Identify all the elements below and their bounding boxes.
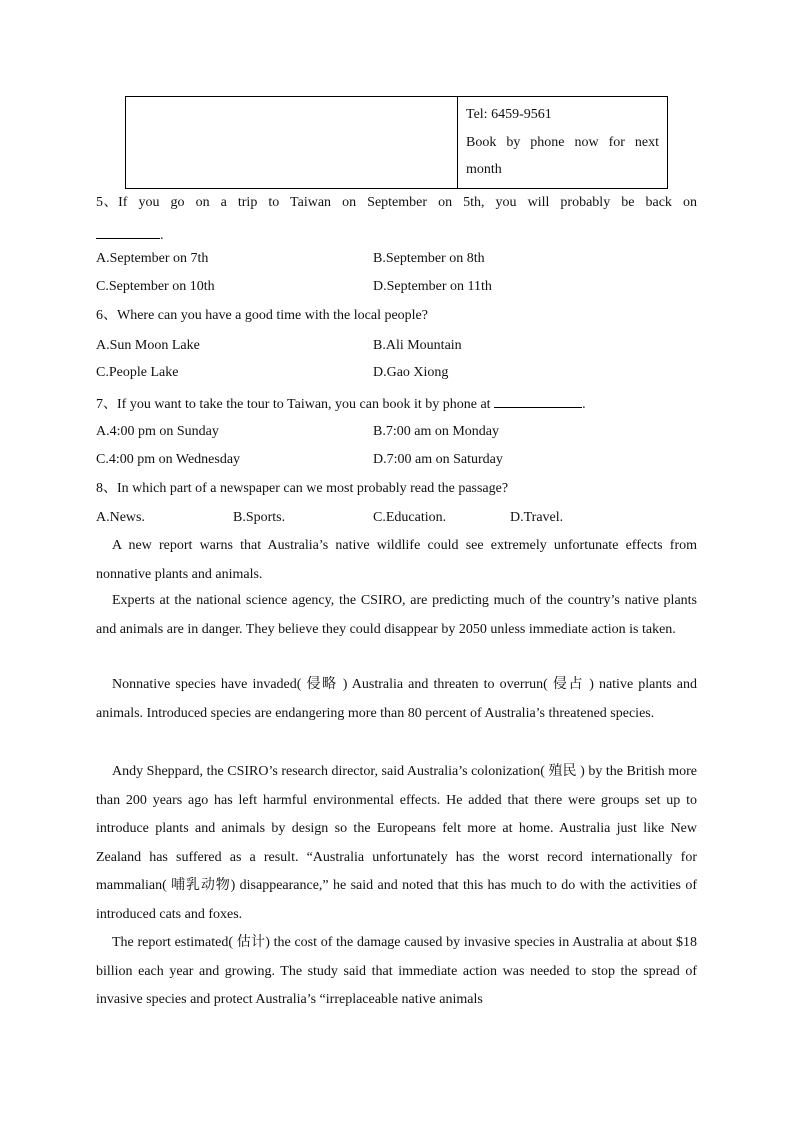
table-book-line-2: month xyxy=(466,162,502,177)
question-8-option-c: C.Education. xyxy=(373,510,447,525)
question-8-option-b: B.Sports. xyxy=(233,510,286,525)
question-7-option-d: D.7:00 am on Saturday xyxy=(373,452,503,467)
question-7-option-b: B.7:00 am on Monday xyxy=(373,424,499,439)
question-7-option-a: A.4:00 pm on Sunday xyxy=(96,424,219,439)
question-5-stem: 5、If you go on a trip to Taiwan on September on 5th, you will probably be back on xyxy=(96,195,697,210)
question-5-blank: . xyxy=(96,224,164,245)
question-6-option-b: B.Ali Mountain xyxy=(373,338,462,353)
question-5-option-c: C.September on 10th xyxy=(96,279,215,294)
table-tel: Tel: 6459-9561 xyxy=(466,107,552,122)
answer-blank xyxy=(96,224,160,239)
question-5-option-d: D.September on 11th xyxy=(373,279,492,294)
question-6-stem: 6、Where can you have a good time with the local people? xyxy=(96,308,428,323)
question-6-option-a: A.Sun Moon Lake xyxy=(96,338,200,353)
passage-paragraph-4: Andy Sheppard, the CSIRO’s research director, said Australia’s colonization( 殖民 ) by the British more than 200 years ago has left harmful environmental effects. He added that there were groups set up to introduce plants and animals by design so the Europeans felt more at home. Australia just like New Zealand has suffered as a result. “Australia unfortunately has the worst record internationally for mammalian( 哺乳动物) disappearance,” he said and noted that this has much to do with the activities of introduced cats and foxes. xyxy=(96,764,697,922)
question-6-option-d: D.Gao Xiong xyxy=(373,365,449,380)
table-cell-contact xyxy=(458,97,667,188)
question-8-stem: 8、In which part of a newspaper can we most probably read the passage? xyxy=(96,481,509,496)
question-7-option-c: C.4:00 pm on Wednesday xyxy=(96,452,241,467)
passage-paragraph-3: Nonnative species have invaded( 侵略 ) Australia and threaten to overrun( 侵占 ) native plants and animals. Introduced species are endangering more than 80 percent of Australia’s threatened species. xyxy=(96,677,697,721)
schedule-table-fragment xyxy=(125,96,668,189)
question-8-option-a: A.News. xyxy=(96,510,145,525)
question-5-option-a: A.September on 7th xyxy=(96,251,209,266)
passage-paragraph-1: A new report warns that Australia’s native wildlife could see extremely unfortunate effects from nonnative plants and animals. xyxy=(96,538,697,582)
question-7-stem: 7、If you want to take the tour to Taiwan, you can book it by phone at . xyxy=(96,393,586,414)
question-5-option-b: B.September on 8th xyxy=(373,251,485,266)
question-7-text: 7、If you want to take the tour to Taiwan, you can book it by phone at xyxy=(96,397,491,412)
passage-paragraph-5: The report estimated( 估计) the cost of the damage caused by invasive species in Australia at about $18 billion each year and growing. The study said that immediate action was needed to stop the spread of invasive species and protect Australia’s “irreplaceable native animals xyxy=(96,935,697,1007)
table-book-line: Book by phone now for next xyxy=(466,134,659,150)
question-8-option-d: D.Travel. xyxy=(510,510,564,525)
answer-blank xyxy=(494,393,582,408)
table-cell-empty xyxy=(126,97,458,188)
question-6-option-c: C.People Lake xyxy=(96,365,179,380)
passage-paragraph-2: Experts at the national science agency, the CSIRO, are predicting much of the country’s native plants and animals are in danger. They believe they could disappear by 2050 unless immediate action is taken. xyxy=(96,593,697,637)
